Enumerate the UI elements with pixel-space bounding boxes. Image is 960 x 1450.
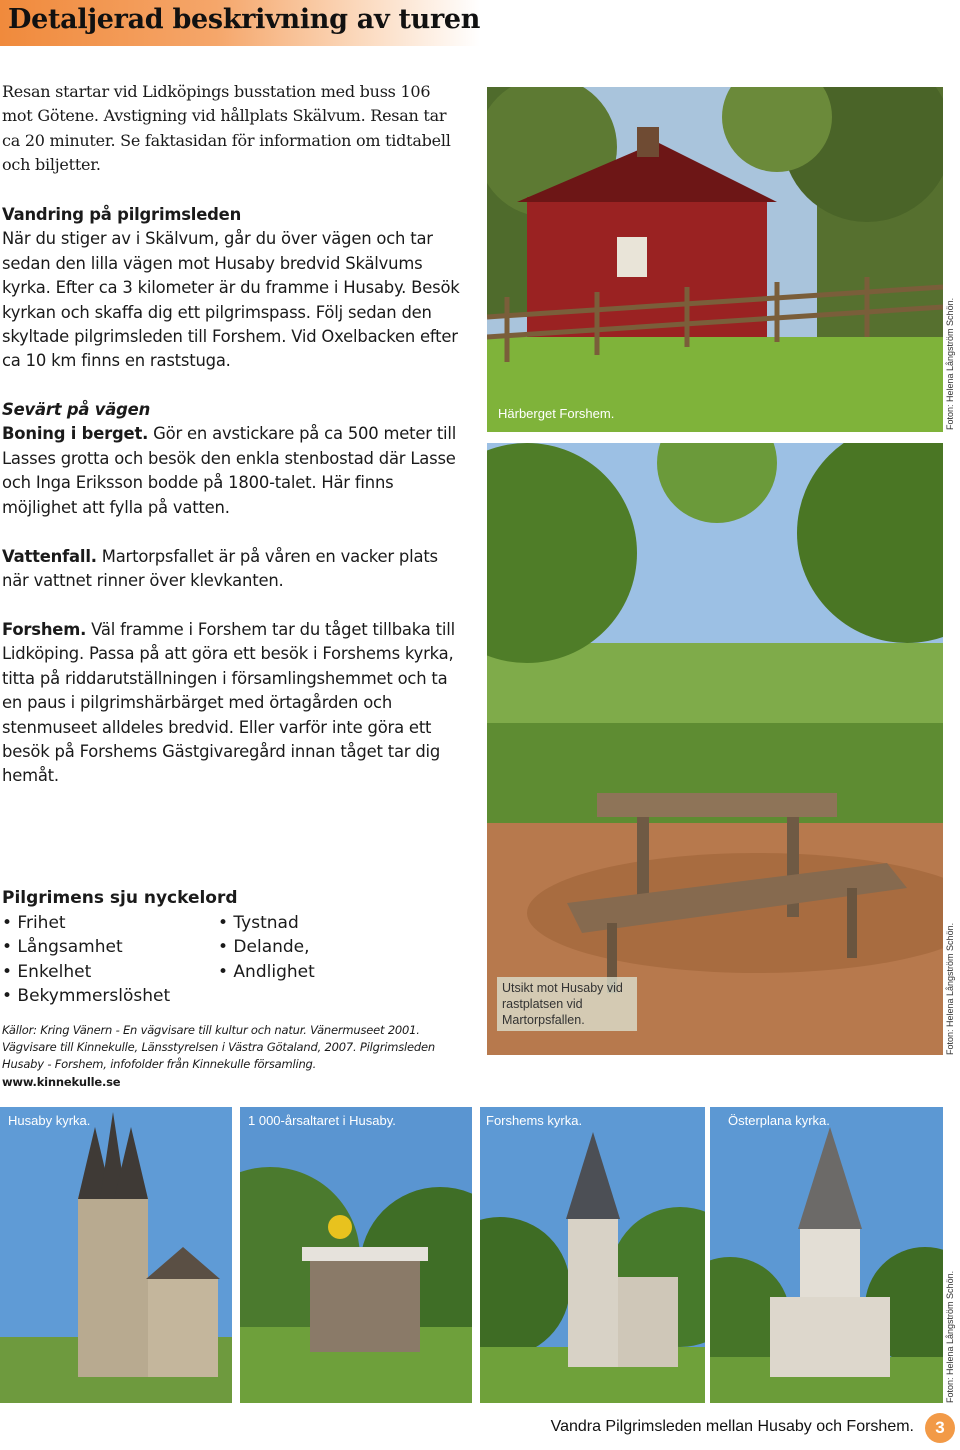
photo-caption: Österplana kyrka. bbox=[728, 1113, 830, 1128]
sight-item-vattenfall bbox=[2, 545, 464, 594]
photo-credit: Foton: Helena Långström Schön. bbox=[945, 1270, 955, 1403]
photo-caption: Forshems kyrka. bbox=[486, 1113, 583, 1128]
sight-text: Gör en avstickare på ca 500 meter till Lasses grotta och besök den enkla stenbostad där Lasse och Inga Eriksson bodde på 1800-talet. Här finns möjlighet att fylla på vatten. bbox=[2, 424, 457, 517]
hike-heading: Vandring på pilgrimsleden bbox=[2, 205, 242, 224]
photo-caption: 1 000-årsaltaret i Husaby. bbox=[248, 1113, 396, 1128]
sight-text: Väl framme i Forshem tar du tåget tillbaka till Lidköping. Passa på att göra ett besök i Forshems kyrka, titta på riddarutställningen i församlingshemmet och ta en paus i pilgrimshärbärget med örtagården och stenmuseet alldeles bredvid. Eller varför inte göra ett besök på Forshems Gästgivaregård innan tåget tar dig hemåt. bbox=[2, 620, 455, 786]
photo-harberget bbox=[487, 87, 943, 432]
photo-credit: Foton: Helena Långström Schön. bbox=[945, 297, 955, 430]
photo-husaby-kyrka bbox=[0, 1107, 232, 1403]
keyword-item: • Enkelhet bbox=[2, 961, 92, 982]
keyword-item: • Bekymmerslöshet bbox=[2, 986, 171, 1007]
photo-forshems-kyrka bbox=[480, 1107, 705, 1403]
photo-caption: Utsikt mot Husaby vid rastplatsen vid Martorpsfallen. bbox=[497, 977, 637, 1031]
sight-lead: Vattenfall. bbox=[2, 547, 97, 566]
sight-item-forshem bbox=[2, 618, 464, 789]
hike-section bbox=[2, 203, 464, 374]
sources-note bbox=[2, 1022, 452, 1091]
husaby-kyrka-illustration bbox=[0, 1107, 232, 1403]
forshems-kyrka-illustration bbox=[480, 1107, 705, 1403]
keyword-item: • Långsamhet bbox=[2, 937, 123, 958]
photo-caption: Härberget Forshem. bbox=[498, 406, 615, 421]
page-title: Detaljerad beskrivning av turen bbox=[8, 4, 481, 35]
sources-text: Källor: Kring Vänern - En vägvisare till kultur och natur. Vänermuseet 2001. Vägvisare till Kinnekulle, Länsstyrelsen i Västra Götaland, 2007. Pilgrimsleden Husaby - Forshem, infofolder från Kinnekulle församling. bbox=[2, 1023, 435, 1072]
photo-altaret bbox=[240, 1107, 472, 1403]
sights-section bbox=[2, 398, 464, 520]
keywords-col-1 bbox=[2, 911, 170, 1009]
sight-item-boning bbox=[2, 424, 456, 516]
keyword-item: • Andlighet bbox=[218, 961, 315, 982]
sights-heading: Sevärt på vägen bbox=[2, 400, 151, 419]
sight-lead: Boning i berget. bbox=[2, 424, 149, 444]
keywords-col-2 bbox=[218, 911, 315, 984]
harberget-illustration bbox=[487, 87, 943, 432]
photo-utsikt bbox=[487, 443, 943, 1055]
page-number: 3 bbox=[925, 1413, 955, 1443]
sight-lead: Forshem. bbox=[2, 620, 87, 639]
altaret-illustration bbox=[240, 1107, 472, 1403]
keyword-item: • Delande, bbox=[218, 937, 310, 958]
hike-body: När du stiger av i Skälvum, går du över vägen och tar sedan den lilla vägen mot Husaby bredvid Skälvums kyrka. Efter ca 3 kilometer är du framme i Husaby. Besök kyrkan och skaffa dig ett pilgrimspass. Följ sedan den skyltade pilgrimsleden till Forshem. Vid Oxelbacken efter ca 10 km finns en raststuga. bbox=[2, 229, 460, 371]
footer-text: Vandra Pilgrimsleden mellan Husaby och Forshem. bbox=[550, 1418, 914, 1435]
osterplana-kyrka-illustration bbox=[710, 1107, 943, 1403]
keyword-item: • Tystnad bbox=[218, 913, 299, 933]
photo-credit: Foton: Helena Långström Schön. bbox=[945, 922, 955, 1055]
sources-link[interactable]: www.kinnekulle.se bbox=[2, 1074, 121, 1089]
intro-paragraph: Resan startar vid Lidköpings busstation med buss 106 mot Götene. Avstigning vid hållplats Skälvum. Resan tar ca 20 minuter. Se faktasidan för information om tidtabell och biljetter. bbox=[2, 82, 451, 175]
photo-caption: Husaby kyrka. bbox=[8, 1113, 91, 1128]
keyword-item: • Frihet bbox=[2, 913, 66, 933]
photo-osterplana-kyrka bbox=[710, 1107, 943, 1403]
utsikt-illustration bbox=[487, 443, 943, 1055]
keywords-heading: Pilgrimens sju nyckelord bbox=[2, 888, 238, 908]
sight-text: Martorpsfallet är på våren en vacker plats när vattnet rinner över klevkanten. bbox=[2, 547, 438, 591]
